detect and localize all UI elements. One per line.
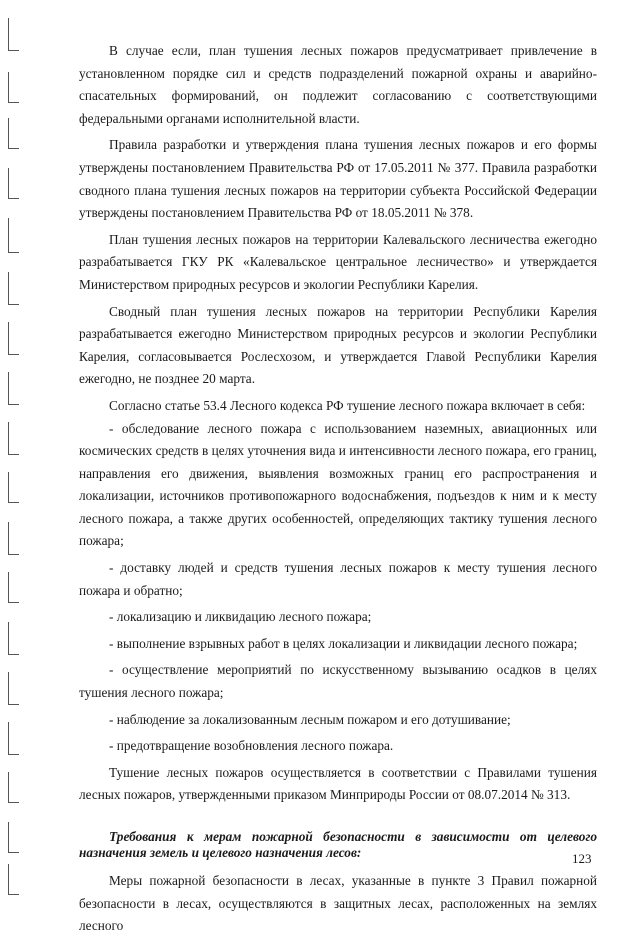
margin-mark [8,822,19,853]
margin-mark [8,572,19,603]
margin-mark [8,672,19,705]
margin-mark [8,722,19,755]
margin-mark [8,72,19,103]
list-item: - выполнение взрывных работ в целях локализации и ликвидации лесного пожара; [109,635,578,651]
margin-mark [8,622,19,655]
list-item: - доставку людей и средств тушения лесных пожаров к месту тушения лесного пожара и обратно; [79,560,597,598]
margin-mark [8,168,19,199]
paragraph: Правила разработки и утверждения плана тушения лесных пожаров и его формы утверждены постановлением Правительства РФ от 17.05.2011 № 377. Правила разработки сводного плана тушения лесных пожаров на территории субъекта Российской Федерации утверждены постановлением Правительства РФ от 18.05.2011 № 378. [79,137,597,221]
list-item: - предотвращение возобновления лесного пожара. [109,738,394,754]
margin-mark [8,18,19,51]
margin-mark [8,322,19,355]
margin-mark [8,118,19,149]
margin-mark [8,772,19,803]
paragraph: План тушения лесных пожаров на территории Калевальского лесничества ежегодно разрабатывается ГКУ РК «Калевальское центральное лесничество» и утверждается Министерством природных ресурсов и экологии Республики Карелия. [79,231,597,292]
margin-mark [8,272,19,305]
page-number: 123 [572,851,592,866]
paragraph: Тушение лесных пожаров осуществляется в соответствии с Правилами тушения лесных пожаров, утвержденными приказом Минприроды России от 08.07.2014 № 313. [79,764,597,803]
paragraph: Меры пожарной безопасности в лесах, указанные в пункте 3 Правил пожарной безопасности в лесах, осуществляются в защитных лесах, расположенных на землях лесного [79,873,597,934]
margin-mark [8,372,19,405]
list-item: - осуществление мероприятий по искусственному вызыванию осадков в целях тушения лесного пожара; [79,662,597,701]
paragraph: В случае если, план тушения лесных пожаров предусматривает привлечение в установленном порядке сил и средств подразделений пожарной охраны и аварийно-спасательных формирований, он подлежит согласованию с соответствующими федеральными органами исполнительной власти. [79,43,597,126]
margin-mark [8,218,19,253]
margin-mark [8,422,19,455]
list-item: - обследование лесного пожара с использованием наземных, авиационных или космических средств в целях уточнения вида и интенсивности лесного пожара, его границ, направления его движения, выявления возможных границ его распространения и локализации, источников противопожарного водоснабжения, подъездов к ним и к месту лесного пожара, а также других особенностей, определяющих тактику тушения лесного пожара; [79,420,597,549]
margin-mark [8,864,19,895]
list-item: - наблюдение за локализованным лесным пожаром и его дотушивание; [109,711,511,727]
document-body [79,40,597,938]
margin-mark [8,522,19,555]
binding-margin-marks [0,0,30,905]
paragraph: Согласно статье 53.4 Лесного кодекса РФ тушение лесного пожара включает в себя: [109,397,586,413]
section-heading: Требования к мерам пожарной безопасности в зависимости от целевого назначения земель и целевого назначения лесов: [79,829,597,860]
paragraph: Сводный план тушения лесных пожаров на территории Республики Карелия разрабатывается ежегодно Министерством природных ресурсов и экологии Республики Карелия, согласовывается Рослесхозом, и утверждается Главой Республики Карелия ежегодно, не позднее 20 марта. [79,303,597,387]
margin-mark [8,472,19,503]
list-item: - локализацию и ликвидацию лесного пожара; [109,609,372,625]
